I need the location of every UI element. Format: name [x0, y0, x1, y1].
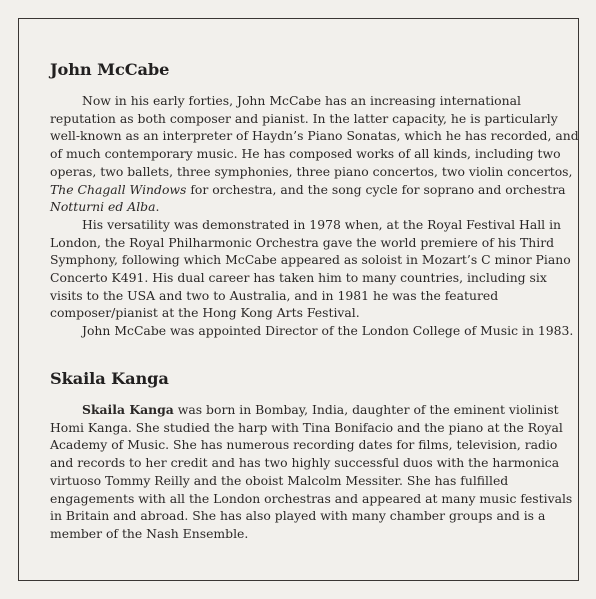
biography-paragraph — [50, 401, 580, 543]
biography-paragraph — [50, 92, 580, 216]
section-john-mccabe — [50, 59, 585, 340]
biography-paragraph: John McCabe was appointed Director of the London College of Music in 1983. — [82, 323, 574, 339]
work-title: Notturni ed Alba — [50, 199, 156, 215]
section-skaila-kanga — [50, 368, 585, 543]
section-heading: John McCabe — [50, 60, 170, 79]
work-title: The Chagall Windows — [50, 181, 187, 197]
paragraph-text: . — [155, 199, 160, 215]
performer-name: Skaila Kanga — [82, 402, 174, 417]
paragraph-text: was born in Bombay, India, daughter of the eminent violinist Homi Kanga. She studied the harp with Tina Bonifacio and the piano at the Royal Academy of Music. She has numerous recording dates for films, television, radio and records to her credit and has two highly successful duos with the harmonica virtuoso Tommy Reilly and the oboist Malcolm Messiter. She has fulfilled engagements with all the London orchestras and appeared at many music festivals in Britain and abroad. She has also played with many chamber groups and is a member of the Nash Ensemble. — [50, 402, 573, 541]
biography-paragraph: His versatility was demonstrated in 1978 when, at the Royal Festival Hall in London, the Royal Philharmonic Orchestra gave the world premiere of his Third Symphony, following which McCabe appeared as soloist in Mozart’s C minor Piano Concerto K491. His dual career has taken him to many countries, including six visits to the USA and two to Australia, and in 1981 he was the featured composer/pianist at the Hong Kong Arts Festival. — [50, 216, 571, 321]
paragraph-text: Now in his early forties, John McCabe has an increasing international reputation as both composer and pianist. In the latter capacity, he is particularly well-known as an interpreter of Haydn’s Piano Sonatas, which he has recorded, and of much contemporary music. He has composed works of all kinds, including two operas, two ballets, three symphonies, three piano concertos, two violin concertos, — [50, 93, 579, 179]
paragraph-text: for orchestra, and the song cycle for soprano and orchestra — [186, 181, 566, 197]
section-heading: Skaila Kanga — [50, 369, 169, 388]
